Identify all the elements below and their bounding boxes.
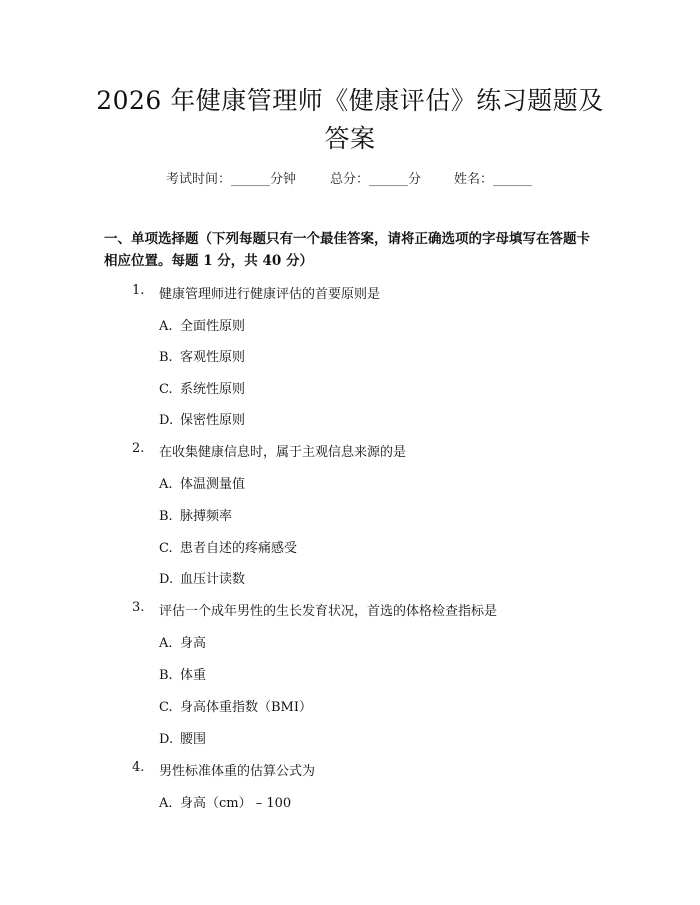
option-letter: D. (159, 572, 174, 587)
document-title: 2026 年健康管理师《健康评估》练习题题及答案 (96, 86, 604, 153)
question-text: 健康管理师进行健康评估的首要原则是 (159, 287, 381, 302)
option-letter: A. (159, 319, 173, 334)
option-text: 保密性原则 (180, 413, 246, 428)
option-item (159, 696, 312, 715)
question-number: 4. (132, 760, 145, 775)
option-item (159, 315, 245, 334)
option-letter: B. (159, 668, 173, 683)
option-text: 系统性原则 (180, 382, 246, 397)
question-number: 3. (132, 600, 145, 615)
option-item (159, 632, 206, 651)
option-letter: C. (159, 700, 173, 715)
option-text: 身高（cm） – 100 (180, 796, 292, 811)
question-text: 评估一个成年男性的生长发育状况，首选的体格检查指标是 (159, 604, 498, 619)
option-item (159, 409, 245, 428)
option-item (159, 792, 291, 811)
option-letter: B. (159, 509, 173, 524)
option-item (159, 728, 206, 747)
student-name-label: 姓名：______ (454, 172, 533, 187)
option-text: 身高 (180, 636, 207, 651)
option-letter: C. (159, 382, 173, 397)
option-item (159, 346, 245, 365)
option-text: 腰围 (180, 732, 207, 747)
exam-time-label: 考试时间：______分钟 (166, 172, 297, 187)
option-letter: D. (159, 732, 174, 747)
question-number: 1. (132, 283, 145, 298)
option-letter: A. (159, 636, 173, 651)
question-text: 在收集健康信息时，属于主观信息来源的是 (159, 445, 407, 460)
total-score-label: 总分：______分 (330, 172, 422, 187)
option-item (159, 664, 206, 683)
question-number: 2. (132, 441, 145, 456)
option-text: 血压计读数 (180, 572, 246, 587)
option-letter: D. (159, 413, 174, 428)
section-heading: 一、单项选择题（下列每题只有一个最佳答案，请将正确选项的字母填写在答题卡相应位置。每题 1 分，共 40 分） (104, 231, 590, 269)
option-text: 客观性原则 (180, 350, 246, 365)
option-item (159, 568, 245, 587)
option-text: 体重 (180, 668, 207, 683)
option-text: 患者自述的疼痛感受 (180, 541, 298, 556)
option-letter: C. (159, 541, 173, 556)
question-text: 男性标准体重的估算公式为 (159, 764, 316, 779)
option-text: 脉搏频率 (180, 509, 233, 524)
option-text: 体温测量值 (180, 477, 246, 492)
option-letter: A. (159, 477, 173, 492)
option-item (159, 473, 245, 492)
option-letter: A. (159, 796, 173, 811)
option-letter: B. (159, 350, 173, 365)
option-text: 身高体重指数（BMI） (180, 700, 312, 715)
option-item (159, 505, 232, 524)
option-item (159, 537, 297, 556)
option-item (159, 378, 245, 397)
option-text: 全面性原则 (180, 319, 246, 334)
